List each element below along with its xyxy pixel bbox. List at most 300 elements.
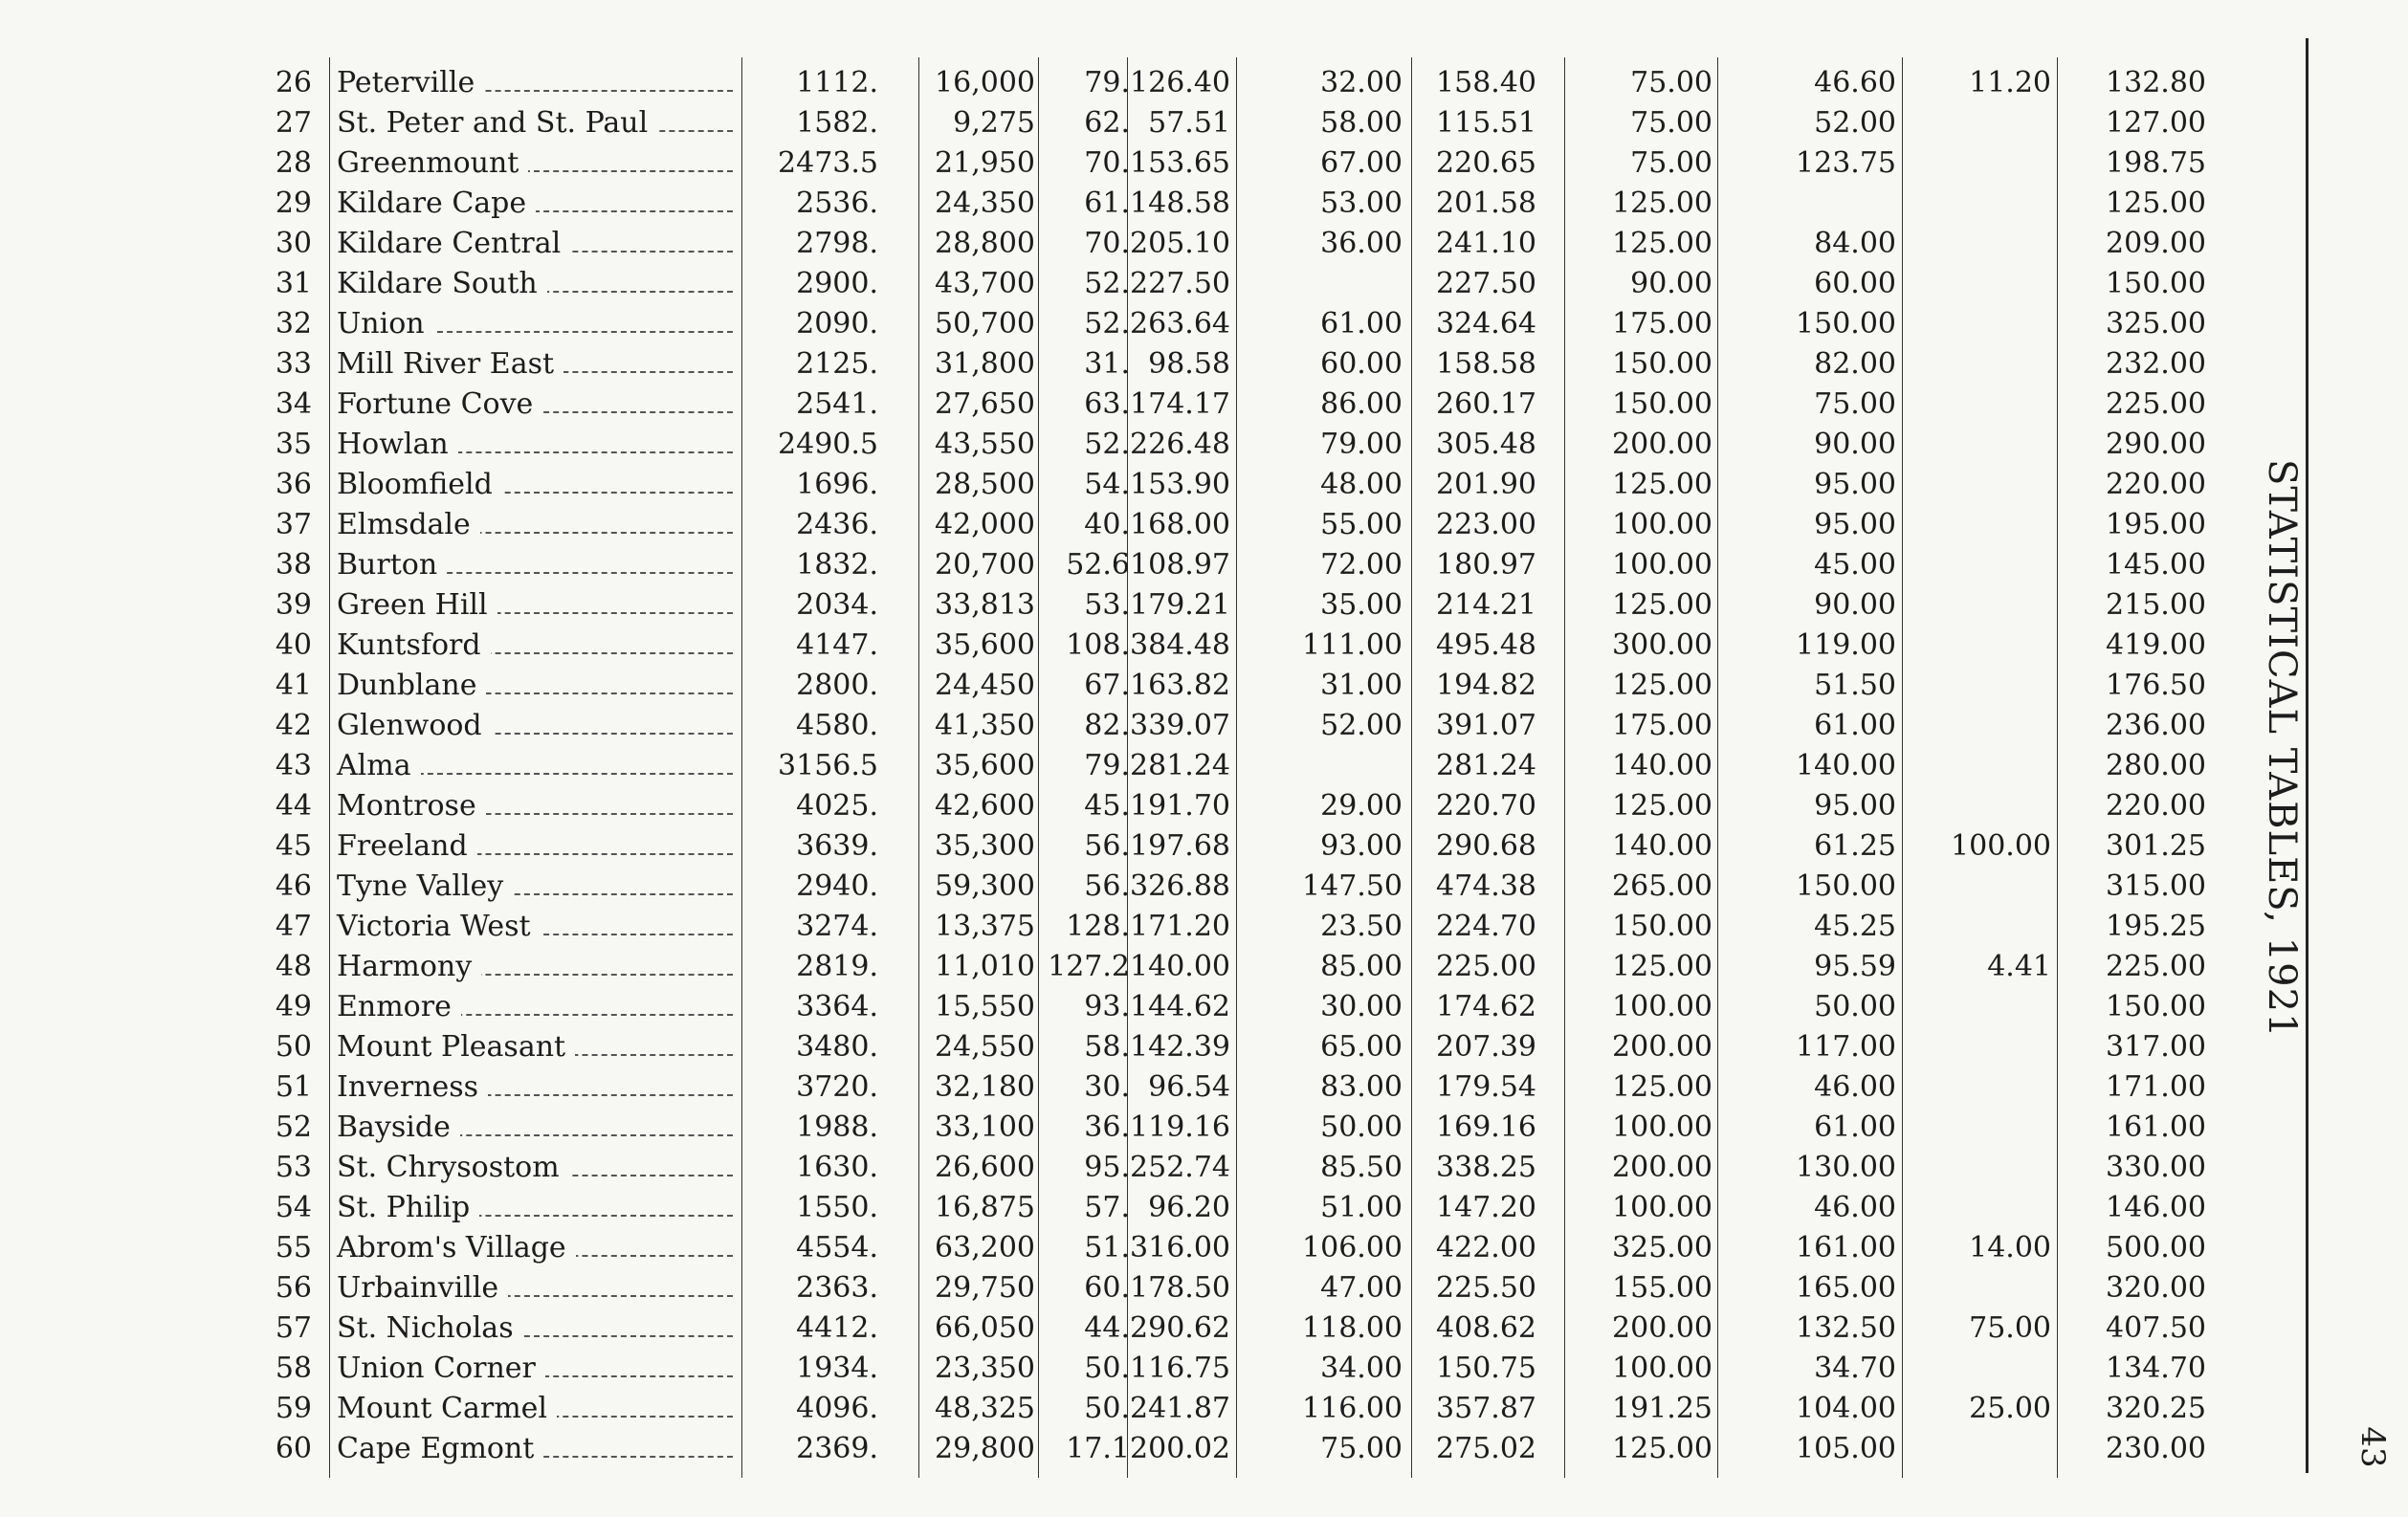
expenditure-cell: 195.00 [2106, 508, 2206, 541]
district-name-text: Alma [337, 749, 421, 782]
grant-cell: 47.00 [1320, 1271, 1403, 1305]
fuel-cell: 51.50 [1814, 669, 1896, 702]
tax-cell: 200.02 [1130, 1432, 1230, 1465]
rate-cell: 56. [1084, 869, 1130, 903]
tax-cell: 163.82 [1130, 669, 1230, 702]
acres-cell: 2436. [796, 508, 878, 541]
tax-cell: 252.74 [1130, 1151, 1230, 1184]
rate-cell: 63. [1084, 387, 1130, 421]
tax-cell: 153.90 [1130, 468, 1230, 501]
valuation-cell: 31,800 [935, 347, 1035, 381]
district-name [331, 184, 739, 224]
valuation-cell: 27,650 [935, 387, 1035, 421]
tax-cell: 241.87 [1130, 1392, 1230, 1425]
total-receipts-cell: 338.25 [1436, 1151, 1536, 1184]
running-title: STATISTICAL TABLES, 1921 [2260, 459, 2304, 1039]
district-name [331, 746, 739, 786]
table-row [0, 1349, 2296, 1389]
row-number: 55 [275, 1231, 312, 1264]
salary-cell: 175.00 [1612, 307, 1712, 341]
district-name-text: Howlan [337, 428, 458, 461]
grant-cell: 52.00 [1320, 709, 1403, 742]
table-row [0, 746, 2296, 786]
row-number: 60 [275, 1432, 312, 1465]
district-name-text: Tyne Valley [337, 869, 513, 903]
district-name [331, 1148, 739, 1188]
district-name-text: Mount Carmel [337, 1392, 557, 1425]
district-name-text: Montrose [337, 789, 486, 823]
row-number: 42 [275, 709, 312, 742]
salary-cell: 75.00 [1630, 66, 1712, 99]
valuation-cell: 15,550 [935, 990, 1035, 1023]
tax-cell: 108.97 [1130, 548, 1230, 582]
district-name [331, 706, 739, 746]
other-cell: 4.41 [1987, 950, 2051, 983]
tax-cell: 153.65 [1130, 146, 1230, 180]
other-cell [1913, 224, 2051, 264]
fuel-cell: 150.00 [1796, 307, 1896, 341]
total-receipts-cell: 169.16 [1436, 1110, 1536, 1144]
district-name [331, 505, 739, 545]
tax-cell: 142.39 [1130, 1030, 1230, 1064]
salary-cell: 140.00 [1612, 829, 1712, 863]
tax-cell: 171.20 [1130, 910, 1230, 943]
row-number: 37 [275, 508, 312, 541]
rate-cell: 79. [1084, 66, 1130, 99]
valuation-cell: 26,600 [935, 1151, 1035, 1184]
grant-cell: 67.00 [1320, 146, 1403, 180]
district-name-text: Harmony [337, 950, 481, 983]
salary-cell: 150.00 [1612, 347, 1712, 381]
other-cell [1913, 184, 2051, 224]
district-name [331, 947, 739, 987]
salary-cell: 200.00 [1612, 428, 1712, 461]
fuel-cell: 45.00 [1814, 548, 1896, 582]
rate-cell: 31. [1084, 347, 1130, 381]
district-name [331, 63, 739, 103]
grant-cell: 34.00 [1320, 1352, 1403, 1385]
rate-cell: 67. [1084, 669, 1130, 702]
expenditure-cell: 325.00 [2106, 307, 2206, 341]
tax-cell: 227.50 [1130, 267, 1230, 300]
other-cell [1913, 1148, 2051, 1188]
row-number: 47 [275, 910, 312, 943]
tax-cell: 205.10 [1130, 227, 1230, 260]
total-receipts-cell: 281.24 [1436, 749, 1536, 782]
expenditure-cell: 320.00 [2106, 1271, 2206, 1305]
tax-cell: 116.75 [1130, 1352, 1230, 1385]
fuel-cell: 46.00 [1814, 1191, 1896, 1224]
grant-cell: 55.00 [1320, 508, 1403, 541]
district-name [331, 1228, 739, 1268]
row-number: 28 [275, 146, 312, 180]
grant-cell [1263, 264, 1403, 304]
fuel-cell: 165.00 [1796, 1271, 1896, 1305]
row-number: 39 [275, 588, 312, 622]
grant-cell: 58.00 [1320, 106, 1403, 140]
acres-cell: 1934. [796, 1352, 878, 1385]
other-cell [1913, 425, 2051, 465]
other-cell [1913, 143, 2051, 184]
total-receipts-cell: 305.48 [1436, 428, 1536, 461]
other-cell [1913, 1067, 2051, 1108]
valuation-cell: 13,375 [935, 910, 1035, 943]
table-row [0, 1108, 2296, 1148]
row-number: 46 [275, 869, 312, 903]
acres-cell: 3639. [796, 829, 878, 863]
grant-cell: 79.00 [1320, 428, 1403, 461]
grant-cell: 83.00 [1320, 1070, 1403, 1104]
grant-cell: 93.00 [1320, 829, 1403, 863]
table-row [0, 1389, 2296, 1429]
row-number: 59 [275, 1392, 312, 1425]
table-row [0, 1188, 2296, 1228]
rate-cell: 53. [1084, 588, 1130, 622]
expenditure-cell: 225.00 [2106, 387, 2206, 421]
total-receipts-cell: 115.51 [1436, 106, 1536, 140]
grant-cell: 60.00 [1320, 347, 1403, 381]
grant-cell: 29.00 [1320, 789, 1403, 823]
fuel-cell: 132.50 [1796, 1311, 1896, 1345]
salary-cell: 300.00 [1612, 628, 1712, 662]
fuel-cell: 90.00 [1814, 588, 1896, 622]
table-row [0, 907, 2296, 947]
expenditure-cell: 407.50 [2106, 1311, 2206, 1345]
district-name-text: Mount Pleasant [337, 1030, 575, 1064]
other-cell [1913, 987, 2051, 1027]
tax-cell: 316.00 [1130, 1231, 1230, 1264]
expenditure-cell: 500.00 [2106, 1231, 2206, 1264]
valuation-cell: 33,100 [935, 1110, 1035, 1144]
grant-cell: 48.00 [1320, 468, 1403, 501]
salary-cell: 75.00 [1630, 106, 1712, 140]
grant-cell: 72.00 [1320, 548, 1403, 582]
district-name-text: Elmsdale [337, 508, 480, 541]
total-receipts-cell: 147.20 [1436, 1191, 1536, 1224]
total-receipts-cell: 495.48 [1436, 628, 1536, 662]
other-cell [1913, 626, 2051, 666]
fuel-cell: 161.00 [1796, 1231, 1896, 1264]
expenditure-cell: 220.00 [2106, 789, 2206, 823]
rate-cell: 52. [1084, 267, 1130, 300]
row-number: 44 [275, 789, 312, 823]
other-cell [1913, 465, 2051, 505]
rate-cell: 57. [1084, 1191, 1130, 1224]
tax-cell: 140.00 [1130, 950, 1230, 983]
table-row [0, 626, 2296, 666]
expenditure-cell: 132.80 [2106, 66, 2206, 99]
rate-cell: 45. [1084, 789, 1130, 823]
other-cell: 11.20 [1969, 66, 2051, 99]
other-cell [1913, 1429, 2051, 1469]
salary-cell: 150.00 [1612, 910, 1712, 943]
rate-cell: 127.2 [1048, 950, 1130, 983]
valuation-cell: 28,800 [935, 227, 1035, 260]
expenditure-cell: 150.00 [2106, 267, 2206, 300]
acres-cell: 2034. [796, 588, 878, 622]
salary-cell: 200.00 [1612, 1151, 1712, 1184]
acres-cell: 3156.5 [778, 749, 878, 782]
tax-cell: 339.07 [1130, 709, 1230, 742]
rate-cell: 52.6 [1066, 548, 1130, 582]
acres-cell: 1988. [796, 1110, 878, 1144]
other-cell [1913, 1108, 2051, 1148]
district-name-text: Freeland [337, 829, 477, 863]
district-name-text: Greenmount [337, 146, 528, 180]
rate-cell: 30. [1084, 1070, 1130, 1104]
acres-cell: 4412. [796, 1311, 878, 1345]
district-name [331, 1308, 739, 1349]
grant-cell: 86.00 [1320, 387, 1403, 421]
total-receipts-cell: 474.38 [1436, 869, 1536, 903]
total-receipts-cell: 408.62 [1436, 1311, 1536, 1345]
table-row [0, 706, 2296, 746]
expenditure-cell: 145.00 [2106, 548, 2206, 582]
acres-cell: 1112. [796, 66, 878, 99]
total-receipts-cell: 201.90 [1436, 468, 1536, 501]
other-cell [1913, 786, 2051, 826]
total-receipts-cell: 220.70 [1436, 789, 1536, 823]
total-receipts-cell: 260.17 [1436, 387, 1536, 421]
grant-cell: 23.50 [1320, 910, 1403, 943]
table-row [0, 385, 2296, 425]
valuation-cell: 24,550 [935, 1030, 1035, 1064]
tax-cell: 226.48 [1130, 428, 1230, 461]
table-row [0, 1308, 2296, 1349]
table-row [0, 304, 2296, 344]
rate-cell: 50. [1084, 1352, 1130, 1385]
district-name-text: Peterville [337, 66, 484, 99]
fuel-cell: 150.00 [1796, 869, 1896, 903]
total-receipts-cell: 422.00 [1436, 1231, 1536, 1264]
grant-cell: 50.00 [1320, 1110, 1403, 1144]
salary-cell: 125.00 [1612, 468, 1712, 501]
row-number: 49 [275, 990, 312, 1023]
expenditure-cell: 127.00 [2106, 106, 2206, 140]
fuel-cell: 75.00 [1814, 387, 1896, 421]
acres-cell: 2536. [796, 187, 878, 220]
other-cell: 100.00 [1951, 829, 2051, 863]
other-cell [1913, 867, 2051, 907]
fuel-cell: 90.00 [1814, 428, 1896, 461]
other-cell [1913, 344, 2051, 385]
expenditure-cell: 236.00 [2106, 709, 2206, 742]
valuation-cell: 23,350 [935, 1352, 1035, 1385]
fuel-cell: 119.00 [1796, 628, 1896, 662]
district-name [331, 1067, 739, 1108]
fuel-cell: 104.00 [1796, 1392, 1896, 1425]
salary-cell: 100.00 [1612, 1110, 1712, 1144]
expenditure-cell: 198.75 [2106, 146, 2206, 180]
valuation-cell: 28,500 [935, 468, 1035, 501]
district-name-text: Glenwood [337, 709, 492, 742]
salary-cell: 125.00 [1612, 1432, 1712, 1465]
expenditure-cell: 146.00 [2106, 1191, 2206, 1224]
tax-cell: 178.50 [1130, 1271, 1230, 1305]
acres-cell: 4554. [796, 1231, 878, 1264]
district-name [331, 1268, 739, 1308]
acres-cell: 2541. [796, 387, 878, 421]
table-row [0, 666, 2296, 706]
table-row [0, 987, 2296, 1027]
other-cell [1913, 706, 2051, 746]
table-row [0, 1429, 2296, 1469]
rate-cell: 54. [1084, 468, 1130, 501]
grant-cell: 75.00 [1320, 1432, 1403, 1465]
total-receipts-cell: 207.39 [1436, 1030, 1536, 1064]
district-name [331, 1108, 739, 1148]
total-receipts-cell: 158.58 [1436, 347, 1536, 381]
district-name-text: Victoria West [337, 910, 541, 943]
rate-cell: 60. [1084, 1271, 1130, 1305]
salary-cell: 140.00 [1612, 749, 1712, 782]
acres-cell: 2369. [796, 1432, 878, 1465]
valuation-cell: 43,700 [935, 267, 1035, 300]
grant-cell: 30.00 [1320, 990, 1403, 1023]
acres-cell: 2090. [796, 307, 878, 341]
row-number: 26 [275, 66, 312, 99]
salary-cell: 125.00 [1612, 588, 1712, 622]
rate-cell: 70. [1084, 227, 1130, 260]
salary-cell: 100.00 [1612, 508, 1712, 541]
other-cell [1913, 304, 2051, 344]
district-name-text: Cape Egmont [337, 1432, 543, 1465]
district-name [331, 304, 739, 344]
rate-cell: 128. [1066, 910, 1130, 943]
district-name [331, 1027, 739, 1067]
expenditure-cell: 232.00 [2106, 347, 2206, 381]
rate-cell: 61. [1084, 187, 1130, 220]
fuel-cell: 117.00 [1796, 1030, 1896, 1064]
acres-cell: 2490.5 [778, 428, 878, 461]
fuel-cell: 61.00 [1814, 709, 1896, 742]
acres-cell: 3720. [796, 1070, 878, 1104]
expenditure-cell: 209.00 [2106, 227, 2206, 260]
district-name-text: Enmore [337, 990, 461, 1023]
acres-cell: 4096. [796, 1392, 878, 1425]
total-receipts-cell: 391.07 [1436, 709, 1536, 742]
other-cell [1913, 1349, 2051, 1389]
expenditure-cell: 290.00 [2106, 428, 2206, 461]
fuel-cell: 84.00 [1814, 227, 1896, 260]
salary-cell: 125.00 [1612, 187, 1712, 220]
fuel-cell: 46.60 [1814, 66, 1896, 99]
tax-cell: 179.21 [1130, 588, 1230, 622]
table-row [0, 344, 2296, 385]
fuel-cell: 130.00 [1796, 1151, 1896, 1184]
acres-cell: 2798. [796, 227, 878, 260]
expenditure-cell: 176.50 [2106, 669, 2206, 702]
row-number: 30 [275, 227, 312, 260]
salary-cell: 125.00 [1612, 227, 1712, 260]
rate-cell: 52. [1084, 307, 1130, 341]
total-receipts-cell: 150.75 [1436, 1352, 1536, 1385]
rate-cell: 58. [1084, 1030, 1130, 1064]
district-name [331, 143, 739, 184]
acres-cell: 3364. [796, 990, 878, 1023]
district-name [331, 987, 739, 1027]
fuel-cell: 82.00 [1814, 347, 1896, 381]
tax-cell: 148.58 [1130, 187, 1230, 220]
salary-cell: 100.00 [1612, 1352, 1712, 1385]
total-receipts-cell: 357.87 [1436, 1392, 1536, 1425]
fuel-cell: 61.25 [1814, 829, 1896, 863]
district-name [331, 585, 739, 626]
total-receipts-cell: 225.00 [1436, 950, 1536, 983]
salary-cell: 155.00 [1612, 1271, 1712, 1305]
valuation-cell: 35,600 [935, 628, 1035, 662]
district-name [331, 786, 739, 826]
district-name [331, 1349, 739, 1389]
salary-cell: 191.25 [1612, 1392, 1712, 1425]
rate-cell: 95. [1084, 1151, 1130, 1184]
fuel-cell: 46.00 [1814, 1070, 1896, 1104]
row-number: 40 [275, 628, 312, 662]
salary-cell: 100.00 [1612, 1191, 1712, 1224]
table-row [0, 585, 2296, 626]
grant-cell: 36.00 [1320, 227, 1403, 260]
tax-cell: 290.62 [1130, 1311, 1230, 1345]
district-name [331, 1389, 739, 1429]
tax-cell: 197.68 [1130, 829, 1230, 863]
salary-cell: 150.00 [1612, 387, 1712, 421]
row-number: 53 [275, 1151, 312, 1184]
grant-cell: 31.00 [1320, 669, 1403, 702]
expenditure-cell: 315.00 [2106, 869, 2206, 903]
fuel-cell: 50.00 [1814, 990, 1896, 1023]
acres-cell: 4580. [796, 709, 878, 742]
other-cell [1913, 1268, 2051, 1308]
table-row [0, 63, 2296, 103]
expenditure-cell: 301.25 [2106, 829, 2206, 863]
valuation-cell: 42,600 [935, 789, 1035, 823]
table-row [0, 947, 2296, 987]
district-name [331, 344, 739, 385]
district-name-text: Green Hill [337, 588, 497, 622]
valuation-cell: 24,350 [935, 187, 1035, 220]
valuation-cell: 29,800 [935, 1432, 1035, 1465]
valuation-cell: 50,700 [935, 307, 1035, 341]
district-name [331, 385, 739, 425]
row-number: 57 [275, 1311, 312, 1345]
salary-cell: 200.00 [1612, 1030, 1712, 1064]
grant-cell: 106.00 [1302, 1231, 1403, 1264]
district-name [331, 867, 739, 907]
grant-cell: 147.50 [1302, 869, 1403, 903]
acres-cell: 2473.5 [778, 146, 878, 180]
valuation-cell: 59,300 [935, 869, 1035, 903]
other-cell [1913, 585, 2051, 626]
acres-cell: 1582. [796, 106, 878, 140]
district-name-text: Kildare Cape [337, 187, 536, 220]
acres-cell: 1832. [796, 548, 878, 582]
grant-cell: 35.00 [1320, 588, 1403, 622]
table-row [0, 1268, 2296, 1308]
rate-cell: 82. [1084, 709, 1130, 742]
acres-cell: 3480. [796, 1030, 878, 1064]
row-number: 27 [275, 106, 312, 140]
tax-cell: 168.00 [1130, 508, 1230, 541]
salary-cell: 125.00 [1612, 669, 1712, 702]
valuation-cell: 35,600 [935, 749, 1035, 782]
fuel-cell: 105.00 [1796, 1432, 1896, 1465]
grant-cell: 51.00 [1320, 1191, 1403, 1224]
total-receipts-cell: 180.97 [1436, 548, 1536, 582]
tax-cell: 144.62 [1130, 990, 1230, 1023]
rate-cell: 56. [1084, 829, 1130, 863]
district-name-text: Kildare Central [337, 227, 570, 260]
expenditure-cell: 150.00 [2106, 990, 2206, 1023]
